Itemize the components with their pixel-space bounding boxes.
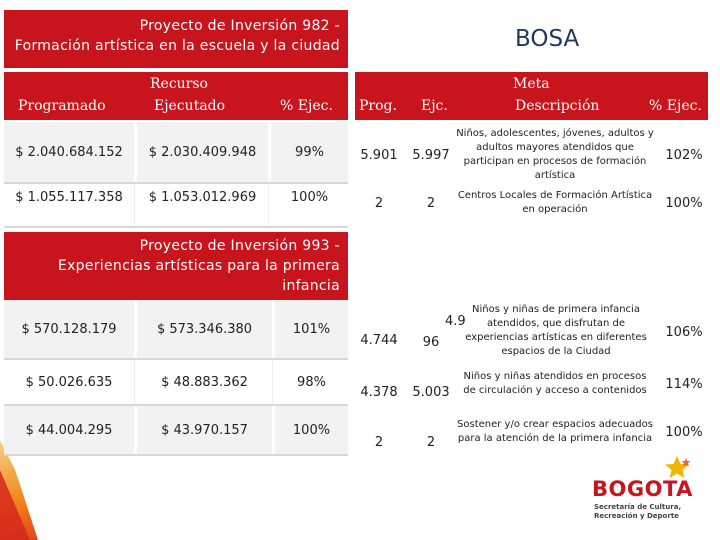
row-993-1-meta-ejc: 96 bbox=[422, 334, 440, 350]
row-993-1-pct: 101% bbox=[292, 321, 331, 337]
col-descripcion-header: Descripción bbox=[515, 98, 600, 114]
row-982-2-programado: $ 1.055.117.358 bbox=[15, 189, 123, 205]
row-993-2-meta-ejc: 5.003 bbox=[412, 384, 450, 400]
row-982-1-meta-desc: Niños, adolescentes, jóvenes, adultos y adultos mayores atendidos que participan en procesos de formación artística bbox=[456, 128, 654, 181]
logo-subtitle bbox=[594, 503, 681, 521]
row-993-3-meta-pct: 100% bbox=[665, 424, 703, 440]
row-982-2-divider bbox=[4, 226, 348, 228]
project-993-title-line1: Proyecto de Inversión 993 - bbox=[139, 238, 340, 254]
row-982-2-ejecutado: $ 1.053.012.969 bbox=[148, 189, 257, 205]
row-993-1-ejecutado: $ 573.346.380 bbox=[156, 321, 253, 337]
row-982-2-pct: 100% bbox=[290, 189, 329, 205]
row-993-1-meta-ejc-top: 4.9 bbox=[445, 314, 466, 329]
row-993-2-pct: 98% bbox=[297, 374, 326, 390]
row-993-3-meta-ejc: 2 bbox=[426, 434, 436, 450]
row-982-2-meta-prog: 2 bbox=[374, 195, 384, 211]
row-982-2-meta-desc: Centros Locales de Formación Artística en operación bbox=[457, 190, 653, 215]
row-993-2-meta-desc: Niños y niñas atendidos en procesos de circulación y acceso a contenidos bbox=[463, 371, 647, 396]
meta-header-label: Meta bbox=[513, 76, 550, 92]
col-meta-pct-header: % Ejec. bbox=[649, 98, 702, 114]
project-993-title-line3: infancia bbox=[282, 278, 340, 294]
logo-wordmark: BOGOTA bbox=[592, 477, 693, 501]
row-993-3-programado: $ 44.004.295 bbox=[25, 422, 113, 438]
star-icon bbox=[662, 455, 692, 479]
row-993-1-meta-pct: 106% bbox=[665, 324, 703, 340]
row-993-2-separator-b bbox=[272, 360, 273, 404]
row-982-2-meta-pct: 100% bbox=[665, 195, 703, 211]
row-993-3-pct: 100% bbox=[292, 422, 331, 438]
project-993-title-line2: Experiencias artísticas para la primera bbox=[57, 258, 340, 274]
row-982-2-separator-b bbox=[268, 184, 269, 226]
row-993-3-divider bbox=[4, 454, 348, 456]
row-982-1-programado: $ 2.040.684.152 bbox=[15, 144, 123, 160]
row-993-2-ejecutado: $ 48.883.362 bbox=[161, 374, 248, 390]
meta-header bbox=[355, 72, 708, 120]
row-982-1-meta-prog: 5.901 bbox=[360, 147, 398, 163]
row-993-3-meta-desc: Sostener y/o crear espacios adecuados para la atención de la primera infancia bbox=[457, 419, 653, 444]
project-982-title-line1: Proyecto de Inversión 982 - bbox=[139, 18, 340, 34]
row-993-2-programado: $ 50.026.635 bbox=[25, 374, 113, 390]
row-993-2-meta-pct: 114% bbox=[665, 376, 703, 392]
col-ejc-header: Ejc. bbox=[421, 98, 448, 114]
col-programado-header: Programado bbox=[18, 98, 106, 114]
logo-subtitle-line1: Secretaría de Cultura, bbox=[594, 503, 682, 511]
row-993-1-programado: $ 570.128.179 bbox=[21, 321, 117, 337]
recurso-header-label: Recurso bbox=[150, 76, 208, 92]
row-993-1-meta-prog: 4.744 bbox=[360, 332, 398, 348]
col-ejecutado-header: Ejecutado bbox=[154, 98, 226, 114]
row-982-2-separator-a bbox=[134, 184, 135, 226]
recurso-header bbox=[4, 72, 348, 120]
project-982-header bbox=[4, 10, 348, 68]
row-993-1-meta-desc: Niños y niñas de primera infancia atendidos, que disfrutan de experiencias artísticas en diferentes espacios de la Ciudad bbox=[465, 304, 647, 357]
row-982-1-meta-pct: 102% bbox=[665, 147, 703, 163]
row-982-1-meta-ejc: 5.997 bbox=[412, 147, 450, 163]
col-prog-header: Prog. bbox=[359, 98, 397, 114]
row-982-1-pct: 99% bbox=[295, 144, 324, 160]
row-993-1-divider bbox=[4, 358, 348, 360]
row-993-2-meta-prog: 4.378 bbox=[360, 384, 398, 400]
project-982-title-line2: Formación artística en la escuela y la ciudad bbox=[14, 38, 340, 54]
row-982-2-meta-ejc: 2 bbox=[426, 195, 436, 211]
bogota-logo bbox=[592, 455, 712, 535]
row-993-3-ejecutado: $ 43.970.157 bbox=[161, 422, 248, 438]
row-993-3-meta-prog: 2 bbox=[374, 434, 384, 450]
row-982-1-ejecutado: $ 2.030.409.948 bbox=[148, 144, 257, 160]
project-993-header bbox=[4, 232, 348, 300]
logo-subtitle-line2: Recreación y Deporte bbox=[594, 512, 679, 520]
col-pct-ejec-header: % Ejec. bbox=[280, 98, 333, 114]
page-title: BOSA bbox=[515, 26, 580, 52]
row-993-2-separator-a bbox=[134, 360, 135, 404]
